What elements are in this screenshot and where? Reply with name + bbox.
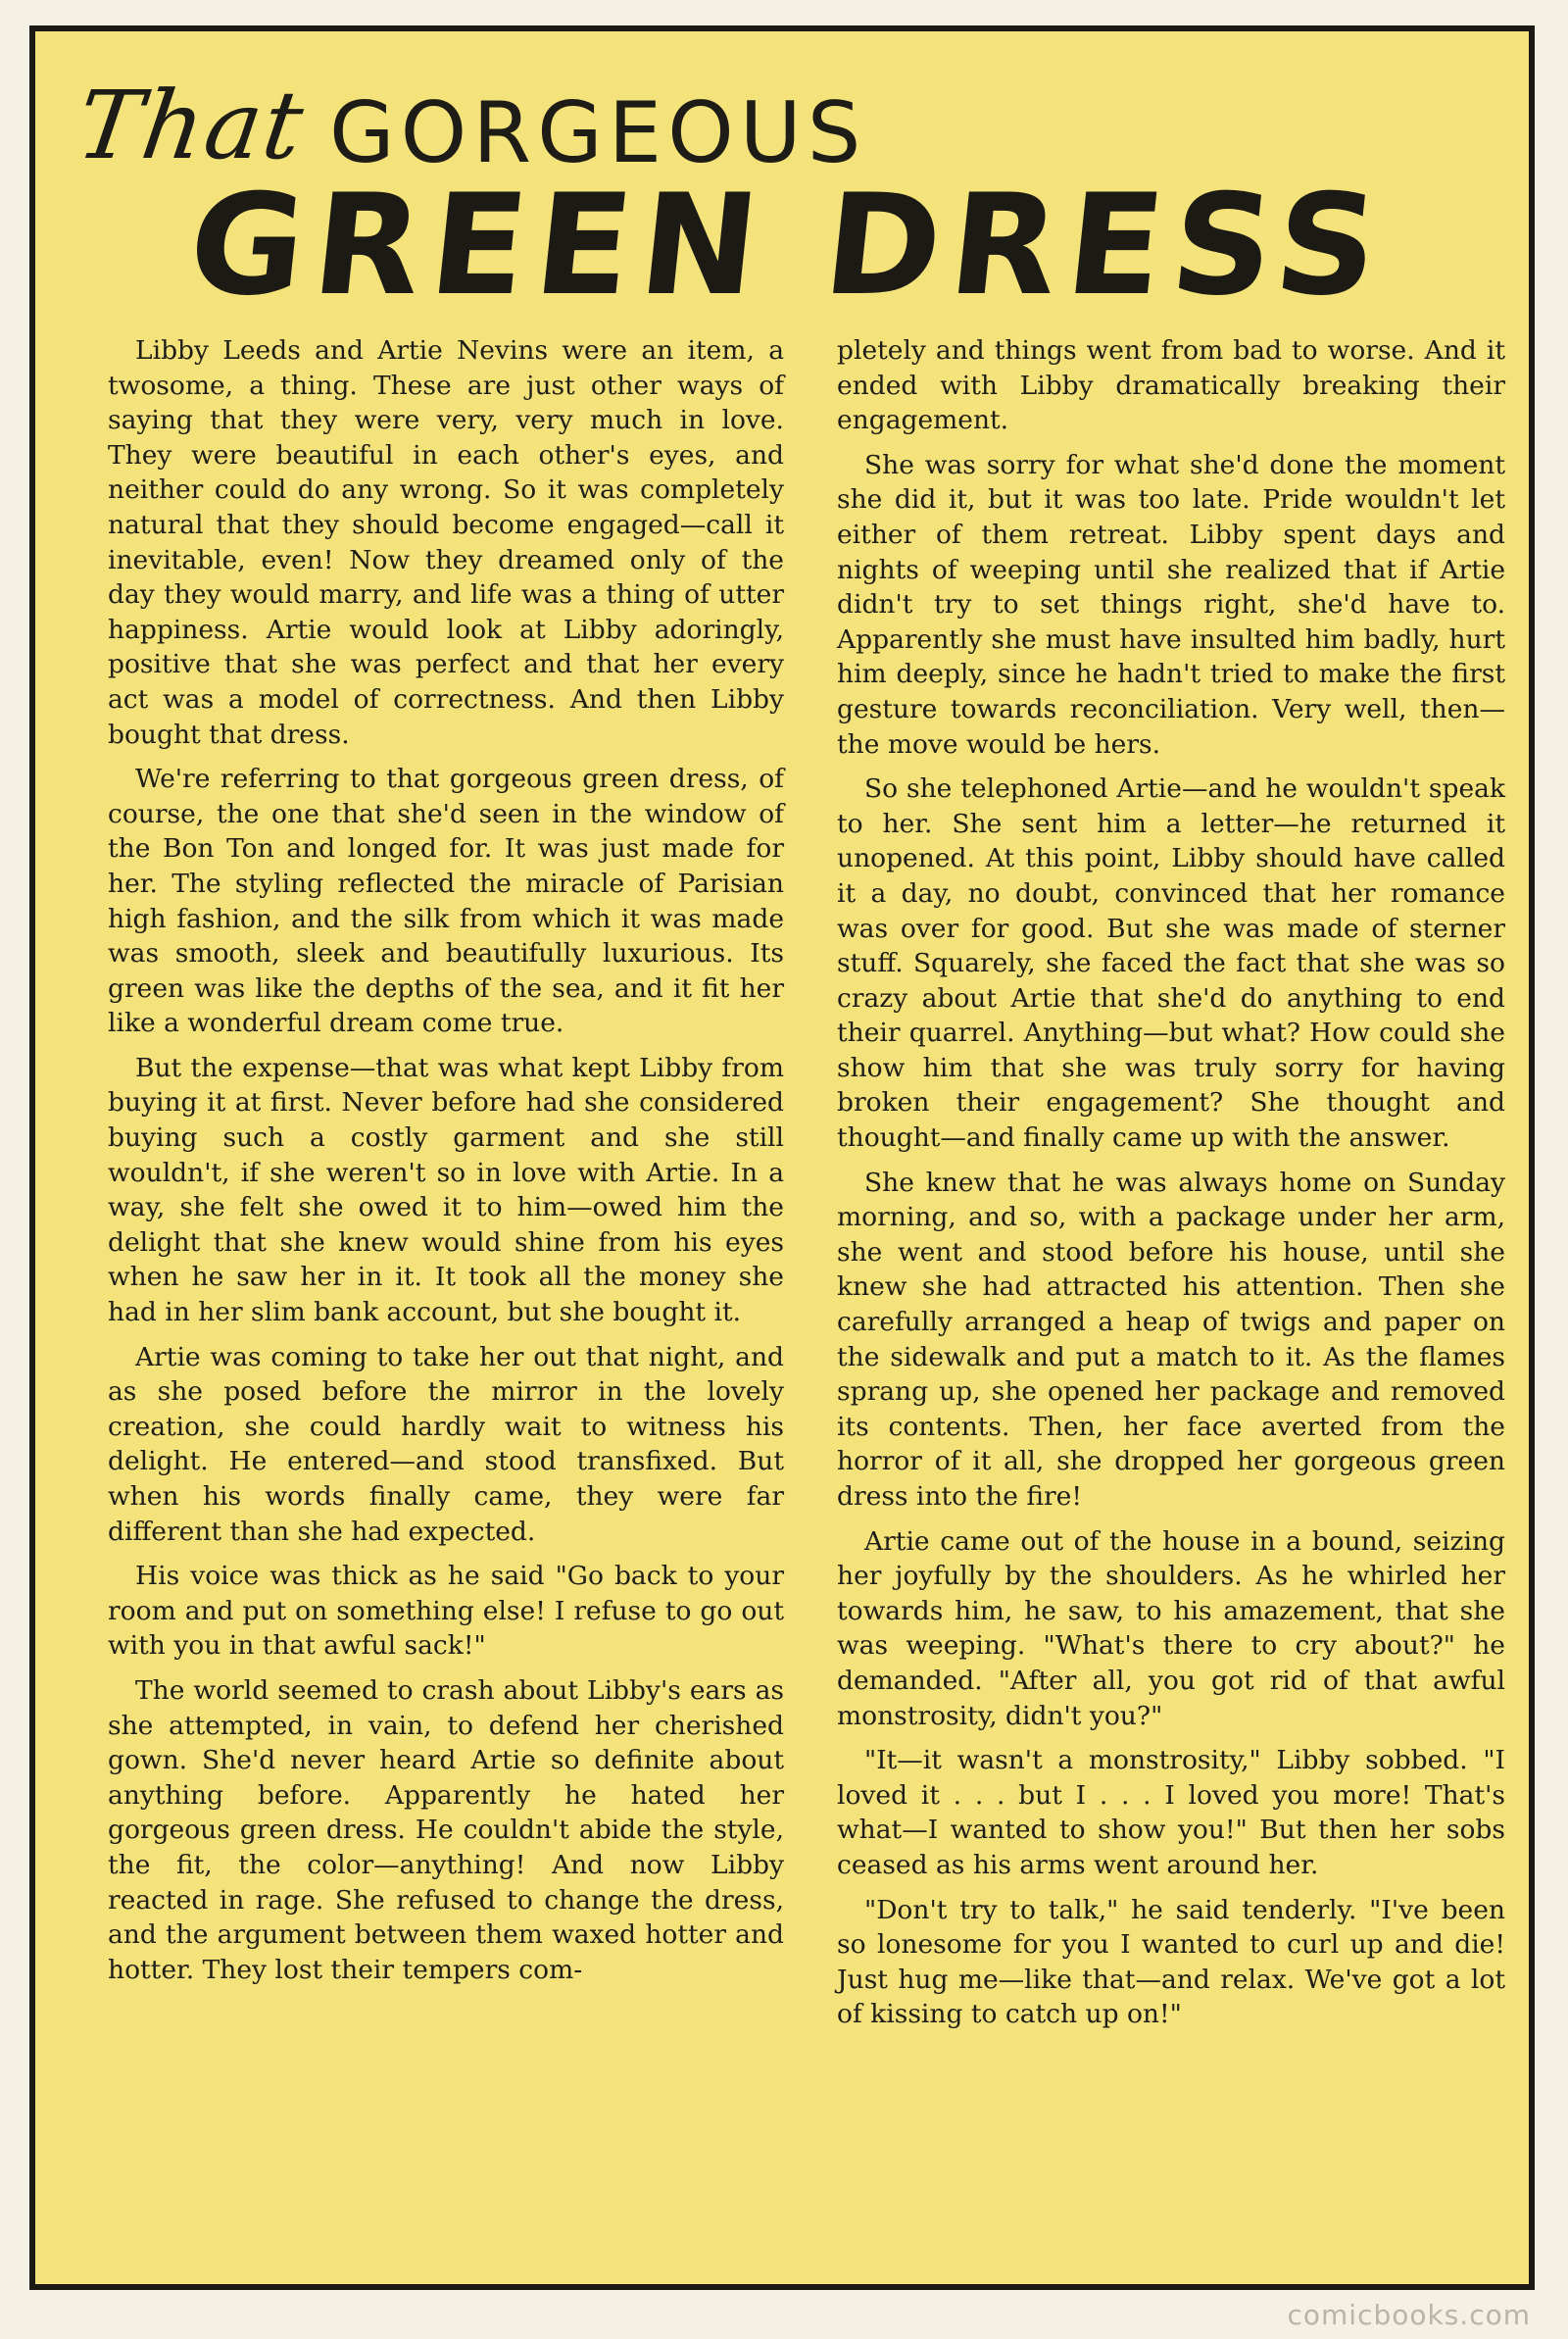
paragraph: So she telephoned Artie—and he wouldn't speak to her. She sent him a letter—he returned it unopened. At this point, Libby should have called it a day, no doubt, convinced that her romance was over for good. But she was made of sterner stuff. Squarely, she faced the fact that she was so crazy about Artie that she'd do anything to end their quarrel. Anything—but what? How could she show him that she was truly sorry for having broken their engagement? She thought and thought—and finally came up with the answer. — [837, 773, 1505, 1154]
watermark: comicbooks.com — [1287, 2299, 1531, 2331]
title-script-word: That — [71, 71, 312, 180]
title-green-dress: GREEN DRESS — [181, 165, 1396, 326]
paragraph: "It—it wasn't a monstrosity," Libby sobbed. "I loved it . . . but I . . . I loved you more! That's what—I wanted to show you!" But then her sobs ceased as his arms went around her. — [837, 1745, 1505, 1880]
paragraph: His voice was thick as he said "Go back to your room and put on something else! I refuse to go out with you in that awful sack!" — [108, 1561, 784, 1662]
paragraph: The world seemed to crash about Libby's ears as she attempted, in vain, to defend her cherished gown. She'd never heard Artie so definite about anything before. Apparently he hated her gorgeous green dress. He couldn't abide the style, the fit, the color—anything! And now Libby reacted in rage. She refused to change the dress, and the argument between them waxed hotter and hotter. They lost their tempers com- — [108, 1674, 784, 1985]
paragraph: pletely and things went from bad to worse. And it ended with Libby dramatically breaking their engagement. — [837, 335, 1505, 436]
paragraph: We're referring to that gorgeous green dress, of course, the one that she'd seen in the window of the Bon Ton and longed for. It was just made for her. The styling reflected the miracle of Parisian high fashion, and the silk from which it was made was smooth, sleek and beautifully luxurious. Its green was like the depths of the sea, and it fit her like a wonderful dream come true. — [108, 764, 784, 1039]
paragraph: Libby Leeds and Artie Nevins were an item, a twosome, a thing. These are just other ways of saying that they were very, very much in love. They were beautiful in each other's eyes, and neither could do any wrong. So it was completely natural that they should become engaged—call it inevitable, even! Now they dreamed only of the day they would marry, and life was a thing of utter happiness. Artie would look at Libby adoringly, positive that she was perfect and that her every act was a model of correctness. And then Libby bought that dress. — [108, 335, 784, 750]
paragraph: But the expense—that was what kept Libby from buying it at first. Never before had she considered buying such a costly garment and she still wouldn't, if she weren't so in love with Artie. In a way, she felt she owed it to him—owed him the delight that she knew would shine from his eyes when he saw her in it. It took all the money she had in her slim bank account, but she bought it. — [108, 1052, 784, 1328]
title-gorgeous: GORGEOUS — [329, 84, 867, 182]
right-text-column — [837, 333, 1505, 2042]
paragraph: "Don't try to talk," he said tenderly. "I've been so lonesome for you I wanted to curl up and die! Just hug me—like that—and relax. We've got a lot of kissing to catch up on!" — [837, 1894, 1505, 2030]
paragraph: She was sorry for what she'd done the moment she did it, but it was too late. Pride wouldn't let either of them retreat. Libby spent days and nights of weeping until she realized that if Artie didn't try to set things right, she'd have to. Apparently she must have insulted him badly, hurt him deeply, since he hadn't tried to make the first gesture towards reconciliation. Very well, then—the move would be hers. — [837, 449, 1505, 760]
story-page — [29, 25, 1535, 2290]
paragraph: Artie was coming to take her out that night, and as she posed before the mirror in the lovely creation, she could hardly wait to witness his delight. He entered—and stood transfixed. But when his words finally came, they were far different than she had expected. — [108, 1341, 784, 1547]
left-text-column — [108, 333, 784, 1997]
paragraph: Artie came out of the house in a bound, seizing her joyfully by the shoulders. As he whirled her towards him, he saw, to his amazement, that she was weeping. "What's there to cry about?" he demanded. "After all, you got rid of that awful monstrosity, didn't you?" — [837, 1525, 1505, 1731]
paragraph: She knew that he was always home on Sunday morning, and so, with a package under her arm, she went and stood before his house, until she knew she had attracted his attention. Then she carefully arranged a heap of twigs and paper on the sidewalk and put a match to it. As the flames sprang up, she opened her package and removed its contents. Then, her face averted from the horror of it all, she dropped her gorgeous green dress into the fire! — [837, 1167, 1505, 1512]
